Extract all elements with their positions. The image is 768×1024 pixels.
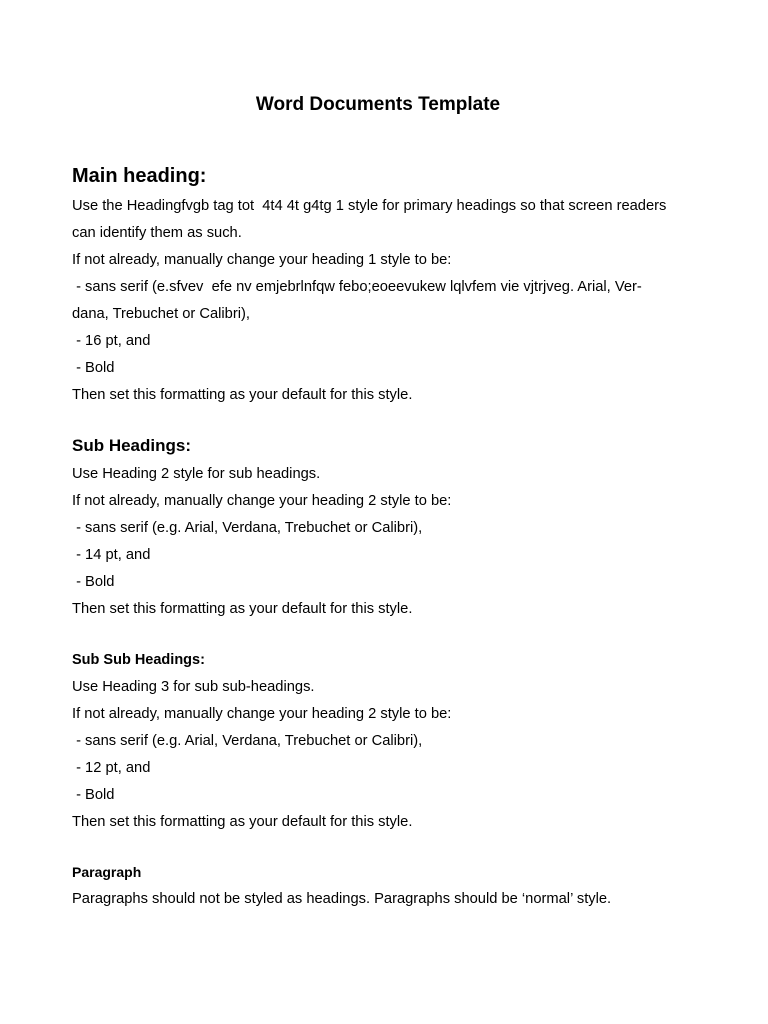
section-sub-sub-headings [72, 648, 692, 836]
body-line: - sans serif (e.g. Arial, Verdana, Trebuchet or Calibri), [72, 733, 423, 749]
body-line: - Bold [72, 574, 115, 590]
main-heading: Main heading: [72, 165, 207, 187]
body-line: - 12 pt, and [72, 760, 151, 776]
body-line: Paragraphs should not be styled as headings. Paragraphs should be ‘normal’ style. [72, 891, 612, 907]
body-line: - Bold [72, 360, 115, 376]
document-title: Word Documents Template [255, 94, 501, 115]
body-line: Then set this formatting as your default for this style. [72, 387, 413, 403]
document-body [72, 160, 692, 913]
body-line: If not already, manually change your heading 1 style to be: [72, 252, 452, 268]
body-line: Then set this formatting as your default for this style. [72, 814, 413, 830]
body-line: - Bold [72, 787, 115, 803]
section-spacer [72, 623, 692, 648]
section-paragraph [72, 860, 692, 913]
body-line: Use Heading 3 for sub sub-headings. [72, 679, 315, 695]
section-spacer [72, 409, 692, 433]
body-line: Use Heading 2 style for sub headings. [72, 466, 321, 482]
body-line: dana, Trebuchet or Calibri), [72, 306, 250, 322]
body-line: If not already, manually change your heading 2 style to be: [72, 493, 452, 509]
section-sub-headings [72, 433, 692, 623]
body-line: - 16 pt, and [72, 333, 151, 349]
section-main-heading [72, 160, 692, 409]
sub-sub-heading: Sub Sub Headings: [72, 652, 205, 668]
sub-heading: Sub Headings: [72, 436, 192, 455]
body-line: If not already, manually change your heading 2 style to be: [72, 706, 452, 722]
section-spacer [72, 836, 692, 860]
body-line: can identify them as such. [72, 225, 242, 241]
body-line: - sans serif (e.sfvev efe nv emjebrlnfqw febo;eoeevukew lqlvfem vie vjtrjveg. Arial, Ver- [72, 279, 642, 295]
body-line: Use the Headingfvgb tag tot 4t4 4t g4tg 1 style for primary headings so that screen readers [72, 198, 667, 214]
body-line: Then set this formatting as your default for this style. [72, 601, 413, 617]
body-line: - sans serif (e.g. Arial, Verdana, Trebuchet or Calibri), [72, 520, 423, 536]
paragraph-heading: Paragraph [72, 864, 142, 880]
body-line: - 14 pt, and [72, 547, 151, 563]
